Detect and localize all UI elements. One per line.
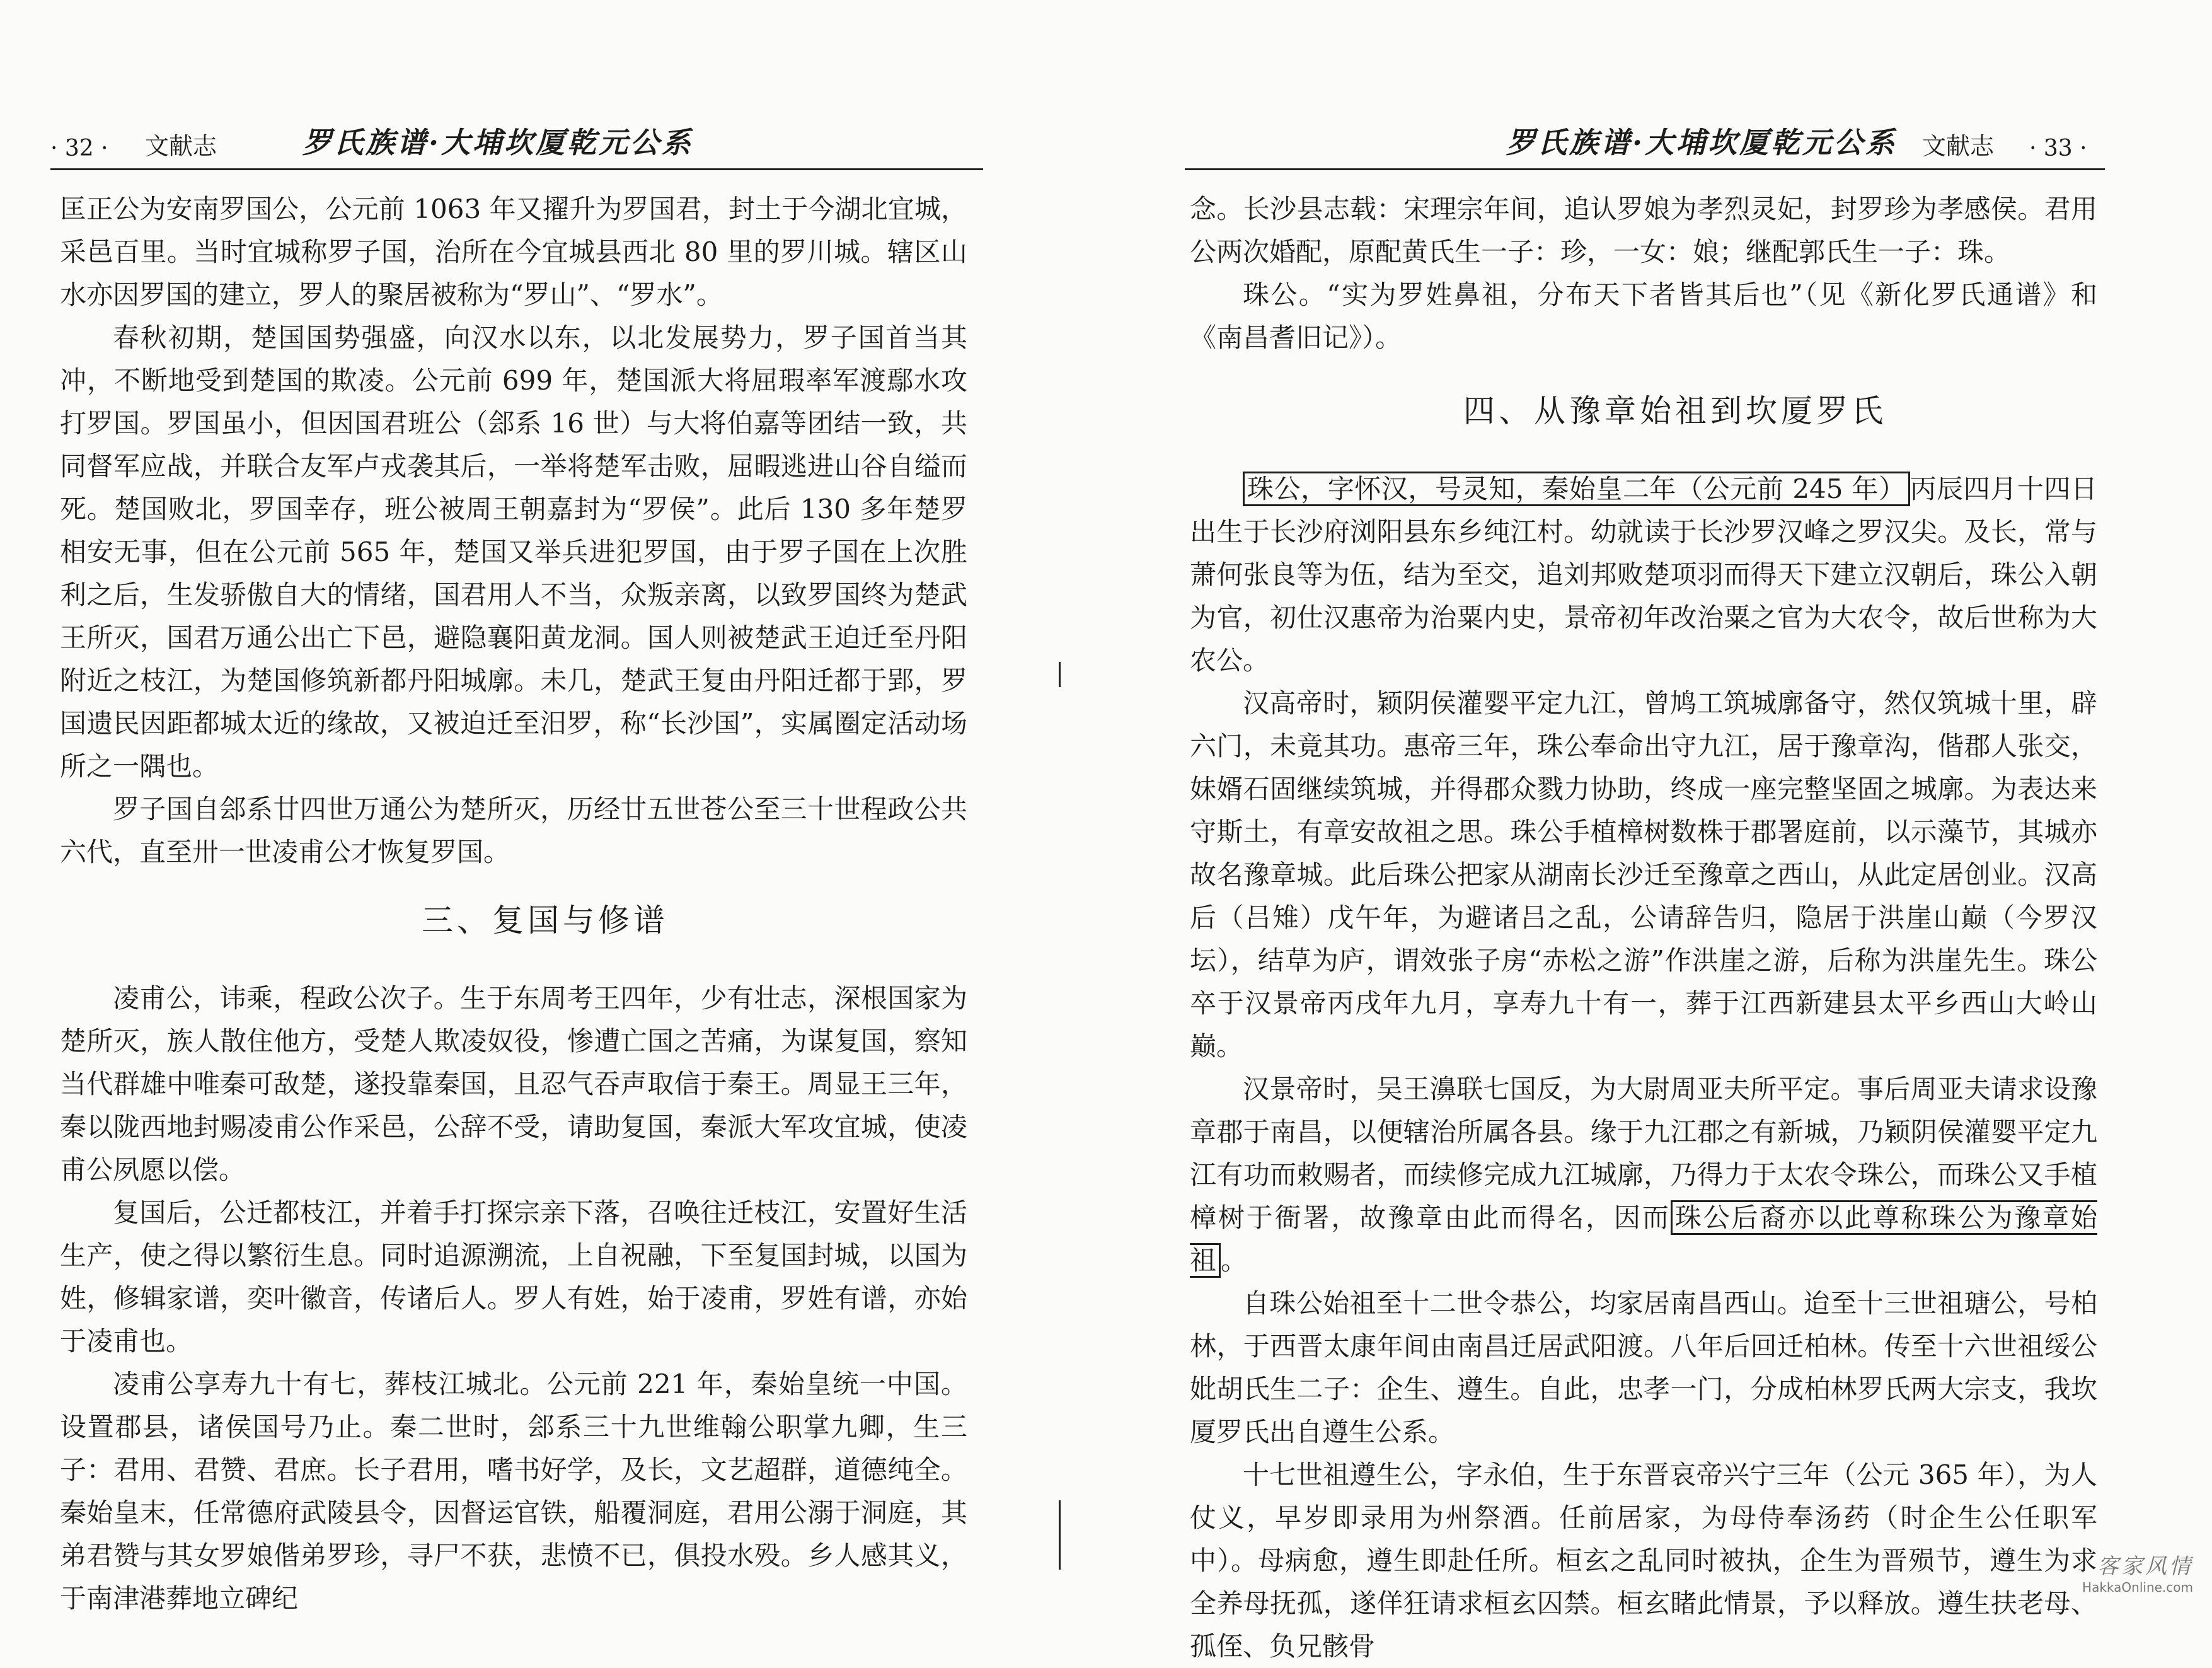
paragraph: 复国后，公迁都枝江，并着手打探宗亲下落，召唤往迁枝江，安置好生活生产，使之得以繁衍生息。同时追源溯流，上自祝融，下至复国封城，以国为姓，修辑家谱，奕叶徽音，传诸后人。罗人有姓，始于凌甫，罗姓有谱，亦始于凌甫也。 (60, 1197, 967, 1357)
paragraph: 十七世祖遵生公，字永伯，生于东晋哀帝兴宁三年（公元 365 年），为人仗义，早岁即录用为州祭酒。任前居家，为母侍奉汤药（时企生公任职军中）。母病愈，遵生即赴任所。桓玄之乱同时被执，企生为晋殒节，遵生为求全养母抚孤，遂佯狂请求桓玄囚禁。桓玄睹此情景，予以释放。遵生扶老母、孤侄、负兄骸骨 (1190, 1459, 2097, 1662)
paragraph: 凌甫公享寿九十有七，葬枝江城北。公元前 221 年，秦始皇统一中国。设置郡县，诸侯国号乃止。秦二世时，郐系三十九世维翰公职掌九卿，生三子：君用、君赞、君庶。长子君用，嗜书好学，及长，文艺超群，道德纯全。秦始皇末，任常德府武陵县令，因督运官铁，船覆洞庭，君用公溺于洞庭，其弟君赞与其女罗娘偕弟罗珍，寻尸不获，悲愤不已，俱投水殁。乡人感其义，于南津港葬地立碑纪 (60, 1369, 967, 1614)
header-title: 罗氏族谱·大埔坎厦乾元公系 (1506, 125, 1898, 159)
left-page (0, 0, 1065, 1614)
boxed-text: 珠公，字怀汉，号灵知，秦始皇二年（公元前 245 年） (1243, 472, 1910, 506)
paragraph: 凌甫公，讳乘，程政公次子。生于东周考王四年，少有壮志，深根国家为楚所灭，族人散住他方，受楚人欺凌奴役，惨遭亡国之苦痛，为谋复国，察知当代群雄中唯秦可敌楚，遂投靠秦国，且忍气吞声取信于秦王。周显王三年，秦以陇西地封赐凌甫公作采邑，公辞不受，请助复国，秦派大军攻宜城，使凌甫公夙愿以偿。 (60, 983, 967, 1185)
left-page-header (50, 126, 983, 170)
paragraph: 春秋初期，楚国国势强盛，向汉水以东，以北发展势力，罗子国首当其冲，不断地受到楚国的欺凌。公元前 699 年，楚国派大将屈瑕率军渡鄢水攻打罗国。罗国虽小，但因国君班公（郐系 16 世）与大将伯嘉等团结一致，共同督军应战，并联合友军卢戎袭其后，一举将楚军击败，屈暇逃进山谷自缢而死。楚国败北，罗国幸存，班公被周王朝嘉封为“罗侯”。此后 130 多年楚罗相安无事，但在公元前 565 年，楚国又举兵进犯罗国，由于罗子国在上次胜利之后，生发骄傲自大的情绪，国君用人不当，众叛亲离，以致罗国终为楚武王所灭，国君万通公出亡下邑，避隐襄阳黄龙洞。国人则被楚武王迫迁至丹阳附近之枝江，为楚国修筑新都丹阳城廓。未几，楚武王复由丹阳迁都于郢，罗国遗民因距都城太近的缘故，又被迫迁至汨罗，称“长沙国”，实属圈定活动场所之一隅也。 (60, 322, 967, 782)
boxed-text: 珠公后裔亦以此尊称珠公为豫章始祖 (1190, 1200, 2097, 1278)
watermark-url: HakkaOnline.com (2082, 1580, 2193, 1595)
section-heading: 三、复国与修谱 (422, 902, 669, 939)
header-rule (50, 168, 983, 170)
header-rule (1185, 168, 2105, 170)
right-page-header (1185, 126, 2105, 170)
spine-mark (1059, 662, 1061, 687)
paragraph: 珠公。“实为罗姓鼻祖，分布天下者皆其后也”（见《新化罗氏通谱》和《南昌耆旧记》）。 (1190, 279, 2097, 353)
spine-mark (1059, 1500, 1061, 1570)
header-section: 文献志 (1922, 132, 1995, 160)
right-page (1147, 0, 2212, 1662)
left-page-body (60, 188, 967, 1620)
section-heading: 四、从豫章始祖到坎厦罗氏 (1463, 393, 1887, 429)
right-page-body (1190, 188, 2097, 1668)
paragraph: 珠公，字怀汉，号灵知，秦始皇二年（公元前 245 年） 丙辰四月十四日出生于长沙府浏阳县东乡纯江村。幼就读于长沙罗汉峰之罗汉尖。及长，常与萧何张良等为伍，结为至交，追刘邦败楚项羽而得天下建立汉朝后，珠公入朝为官，初仕汉惠帝为治粟内史，景帝初年改治粟之官为大农令，故后世称为大农公。 (1190, 468, 2097, 682)
paragraph: 匡正公为安南罗国公，公元前 1063 年又擢升为罗国君，封土于今湖北宜城，采邑百里。当时宜城称罗子国，治所在今宜城县西北 80 里的罗川城。辖区山水亦因罗国的建立，罗人的聚居被称为“罗山”、“罗水”。 (60, 194, 967, 310)
paragraph: 汉景帝时，吴王濞联七国反，为大尉周亚夫所平定。事后周亚夫请求设豫章郡于南昌，以便辖治所属各县。缘于九江郡之有新城，乃颖阴侯灌婴平定九江有功而敕赐者，而续修完成九江城廓，乃得力于太农令珠公，而珠公又手植樟树于衙署，故豫章由此而得名，因而 珠公后裔亦以此尊称珠公为豫章始祖 。 (1190, 1068, 2097, 1282)
watermark-text: 客家风情 (2097, 1554, 2193, 1579)
paragraph: 念。长沙县志载：宋理宗年间，追认罗娘为孝烈灵妃，封罗珍为孝感侯。君用公两次婚配，原配黄氏生一子：珍，一女：娘；继配郭氏生一子：珠。 (1190, 194, 2097, 267)
page-number: · 32 · (50, 136, 108, 161)
page-number: · 33 · (2029, 136, 2087, 161)
watermark (2082, 1549, 2193, 1595)
header-title: 罗氏族谱·大埔坎厦乾元公系 (302, 125, 694, 159)
paragraph: 汉高帝时，颖阴侯灌婴平定九江，曾鸠工筑城廓备守，然仅筑城十里，辟六门，未竟其功。惠帝三年，珠公奉命出守九江，居于豫章沟，偕郡人张交，妹婿石固继续筑城，并得郡众戮力协助，终成一座完整坚固之城廓。为表达来守斯土，有章安故祖之思。珠公手植樟树数株于郡署庭前，以示藻节，其城亦故名豫章城。此后珠公把家从湖南长沙迁至豫章之西山，从此定居创业。汉高后（吕雉）戊午年，为避诸吕之乱，公请辞告归，隐居于洪崖山巅（今罗汉坛），结草为庐，谓效张子房“赤松之游”作洪崖之游，后称为洪崖先生。珠公卒于汉景帝丙戌年九月，享寿九十有一，葬于江西新建县太平乡西山大岭山巅。 (1190, 688, 2097, 1062)
paragraph: 罗子国自郐系廿四世万通公为楚所灭，历经廿五世苍公至三十世程政公共六代，直至卅一世凌甫公才恢复罗国。 (60, 794, 967, 867)
header-section: 文献志 (145, 132, 217, 160)
paragraph: 自珠公始祖至十二世令恭公，均家居南昌西山。迨至十三世祖瑭公，号柏林，于西晋太康年间由南昌迁居武阳渡。八年后回迁柏林。传至十六世祖绥公妣胡氏生二子：企生、遵生。自此，忠孝一门，分成柏林罗氏两大宗支，我坎厦罗氏出自遵生公系。 (1190, 1288, 2097, 1447)
